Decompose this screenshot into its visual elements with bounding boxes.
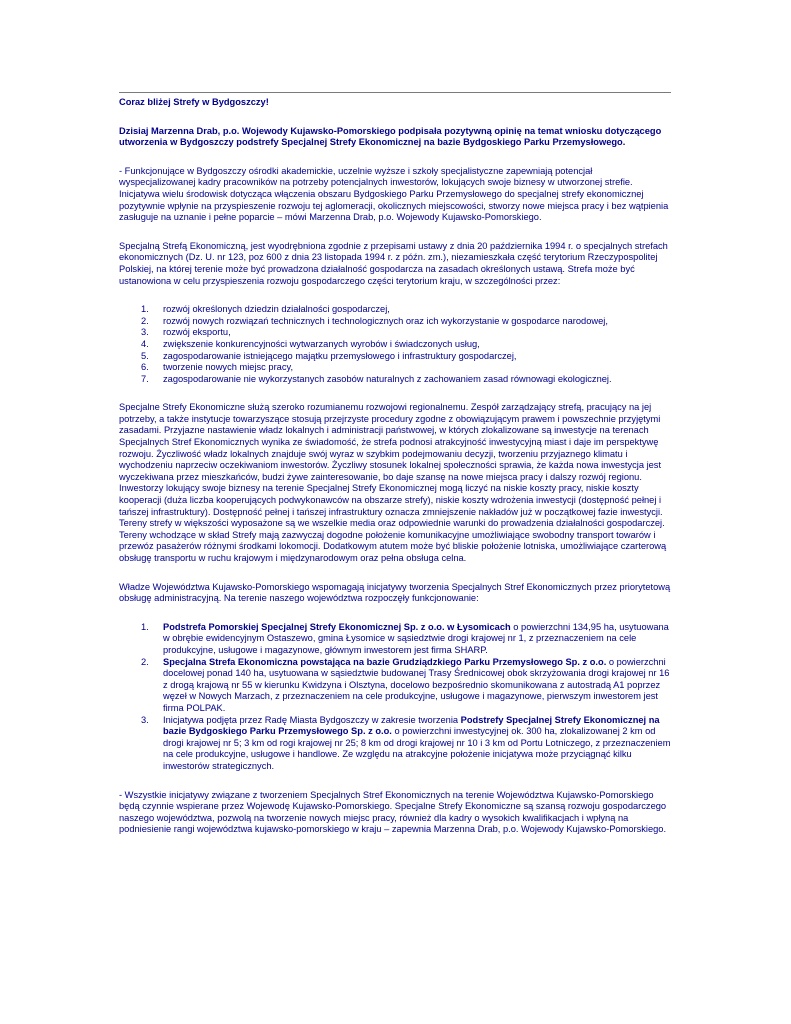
list-text: o powierzchni docelowej ponad 140 ha, usytuowana w sąsiedztwie budowanej Trasy Średnicowej obok skrzyżowania drogi krajowej nr 16 z drogą krajową nr 55 w kierunku Kwidzyna i Olsztyna, docelowo bezpośrednio skomunikowana z autostradą A1 poprzez węzeł w Nowych Marzach, z przeznaczeniem na cele produkcyjne, usługowe i magazynowe, pierwszym inwestorem jest firma POLPAK. [163,656,670,713]
paragraph-definition: Specjalną Strefą Ekonomiczną, jest wyodrębniona zgodnie z przepisami ustawy z dnia 20 października 1994 r. o specjalnych strefach ekonomicznych (Dz. U. nr 123, poz 600 z dnia 23 listopada 1994 r. z późn. zm.), niezamieszkała część terytorium Rzeczypospolitej Polskiej, na której terenie może być prowadzona działalność gospodarcza na zasadach określonych ustawą. Strefa może być ustanowiona w celu przyspieszenia rozwoju gospodarczego części terytorium kraju, w szczególności przez: [119,240,668,286]
article [119,97,671,836]
list-number: 3. [141,714,149,725]
list-text: o powierzchni inwestycyjnej ok. 300 ha, zlokalizowanej 2 km od drogi krajowej nr 5; 3 km od rogi krajowej nr 25; 8 km od drogi krajowej nr 10 i 3 km od Portu Lotniczego, z przeznaczeniem na cele produkcyjne, usługowe i handlowe. Ze względu na atrakcyjne położenie inicjatywa może przyciągnąć kilku inwestorów strategicznych. [163,726,671,771]
list-item [119,351,671,363]
list-number: 1. [141,621,149,632]
list-item [119,327,671,339]
article-title: Coraz bliżej Strefy w Bydgoszczy! [119,97,269,107]
top-rule [119,92,671,93]
list-text-prefix: Inicjatywa podjęta przez Radę Miasta Bydgoszczy w zakresie tworzenia [163,714,461,725]
list-item [119,374,671,386]
list-item [119,362,671,374]
zones-list [119,622,671,773]
zone-name: Podstrefy Specjalnej Strefy Ekonomicznej na bazie Bydgoskiego Parku Przemysłowego Sp. z o.o. [163,714,660,737]
list-text: zagospodarowanie nie wykorzystanych zasobów naturalnych z zachowaniem zasad równowagi ekologicznej. [163,373,612,384]
zone-name: Specjalna Strefa Ekonomiczna powstająca na bazie Grudziądzkiego Parku Przemysłowego Sp. z o.o. [163,656,607,667]
list-text: rozwój określonych dziedzin działalności gospodarczej, [163,304,390,315]
paragraph-quote-2: - Wszystkie inicjatywy związane z tworzeniem Specjalnych Stref Ekonomicznych na terenie Województwa Kujawsko-Pomorskiego będą czynnie wspierane przez Wojewodę Kujawsko-Pomorskiego. Specjalne Strefy Ekonomiczne są szansą rozwoju gospodarczego naszego województwa, pozwolą na tworzenie nowych miejsc pracy, również dla kadry o wysokich kwalifikacjach i wpłyną na podniesienie rangi województwa kujawsko-pomorskiego w kraju – zapewnia Marzenna Drab, p.o. Wojewody Kujawsko-Pomorskiego. [119,789,667,835]
list-number: 6. [141,362,149,373]
paragraph-quote-1: - Funkcjonujące w Bydgoszczy ośrodki akademickie, uczelnie wyższe i szkoły specjalistyczne zapewniają potencjał wyspecjalizowanej kadry pracowników na potrzeby potencjalnych inwestorów, lokujących swoje biznesy w utworzonej strefie. Inicjatywa wielu środowisk dotycząca włączenia obszaru Bydgoskiego Parku Przemysłowego do specjalnej strefy ekonomicznej pozytywnie wpłynie na przyspieszenie rozwoju tej aglomeracji, okolicznych miejscowości, stworzy nowe miejsca pracy i bez wątpienia zasługuje na uznanie i pełne poparcie – mówi Marzenna Drab, p.o. Wojewody Kujawsko-Pomorskiego. [119,165,669,223]
list-number: 2. [141,315,149,326]
list-number: 2. [141,656,149,667]
goals-list [119,304,671,385]
list-number: 1. [141,304,149,315]
list-number: 5. [141,350,149,361]
list-item [119,715,671,773]
list-text: zagospodarowanie istniejącego majątku przemysłowego i infrastruktury gospodarczej, [163,350,517,361]
paragraph-benefits: Specjalne Strefy Ekonomiczne służą szeroko rozumianemu rozwojowi regionalnemu. Zespół zarządzający strefą, pracujący na jej potrzeby, a także instytucje towarzyszące stosują przejrzyste procedury zgodne z obowiązującym prawem i powszechnie przyjętymi zasadami. Przyjazne nastawienie władz lokalnych i administracji państwowej, w których zlokalizowane są inwestycje na terenach Specjalnych Stref Ekonomicznych wynika ze świadomość, że strefa podnosi atrakcyjność inwestycyjną miast i daje im perspektywę rozwoju. Życzliwość władz lokalnych znajduje swój wyraz w szybkim podejmowaniu decyzji, tworzeniu przyjaznego klimatu i wychodzeniu naprzeciw oczekiwaniom inwestorów. Życzliwy stosunek lokalnej społeczności sprawia, że każda nowa inwestycja jest wyczekiwana przez mieszkańców, budzi żywe zainteresowanie, bo daje szansę na nowe miejsca pracy i dalszy rozwój regionu. Inwestorzy lokujący swoje biznesy na terenie Specjalnej Strefy Ekonomicznej mogą liczyć na niskie koszty pracy, niskie koszty kooperacji (duża liczba kooperujących podwykonawców na obszarze strefy), niskie koszty wdrożenia inwestycji (dostępność pełnej i tańszej infrastruktury). Dostępność pełnej i tańszej infrastruktury oznacza zmniejszenie nakładów już w początkowej fazie inwestycji. Tereny strefy w większości wyposażone są we wszelkie media oraz odpowiednie warunki do prowadzenia działalności gospodarczej. Tereny wchodzące w skład Strefy mają zazwyczaj dogodne położenie komunikacyjne umożliwiające swobodny transport towarów i przewóz pasażerów różnymi środkami lokomocji. Dodatkowym atutem może być bliskie położenie lotniska, umożliwiające czarterową obsługę transportu w ruchu krajowym i międzynarodowym oraz pełna obsługa celna. [119,402,667,563]
list-item [119,316,671,328]
zone-name: Podstrefa Pomorskiej Specjalnej Strefy Ekonomicznej Sp. z o.o. w Łysomicach [163,621,511,632]
list-number: 3. [141,327,149,338]
list-item [119,304,671,316]
list-item [119,657,671,715]
lead-paragraph: Dzisiaj Marzenna Drab, p.o. Wojewody Kujawsko-Pomorskiego podpisała pozytywną opinię na temat wniosku dotyczącego utworzenia w Bydgoszczy podstrefy Specjalnej Strefy Ekonomicznej na bazie Bydgoskiego Parku Przemysłowego. [119,125,662,148]
list-number: 4. [141,338,149,349]
list-item [119,622,671,657]
list-item [119,339,671,351]
list-text: tworzenie nowych miejsc pracy, [163,362,294,373]
list-text: zwiększenie konkurencyjności wytwarzanych wyrobów i świadczonych usług, [163,338,480,349]
list-number: 7. [141,373,149,384]
paragraph-authorities: Władze Województwa Kujawsko-Pomorskiego wspomagają inicjatywy tworzenia Specjalnych Stref Ekonomicznych przez priorytetową obsługę administracyjną. Na terenie naszego województwa rozpoczęły funkcjonowanie: [119,581,671,604]
list-text: rozwój nowych rozwiązań technicznych i technologicznych oraz ich wykorzystanie w gospodarce narodowej, [163,315,608,326]
list-text: rozwój eksportu, [163,327,231,338]
list-text: o powierzchni 134,95 ha, usytuowana w obrębie ewidencyjnym Ostaszewo, gmina Łysomice w sąsiedztwie drogi krajowej nr 1, z przeznaczeniem na cele produkcyjne, usługowe i magazynowe, głównym inwestorem jest firma SHARP. [163,621,669,655]
